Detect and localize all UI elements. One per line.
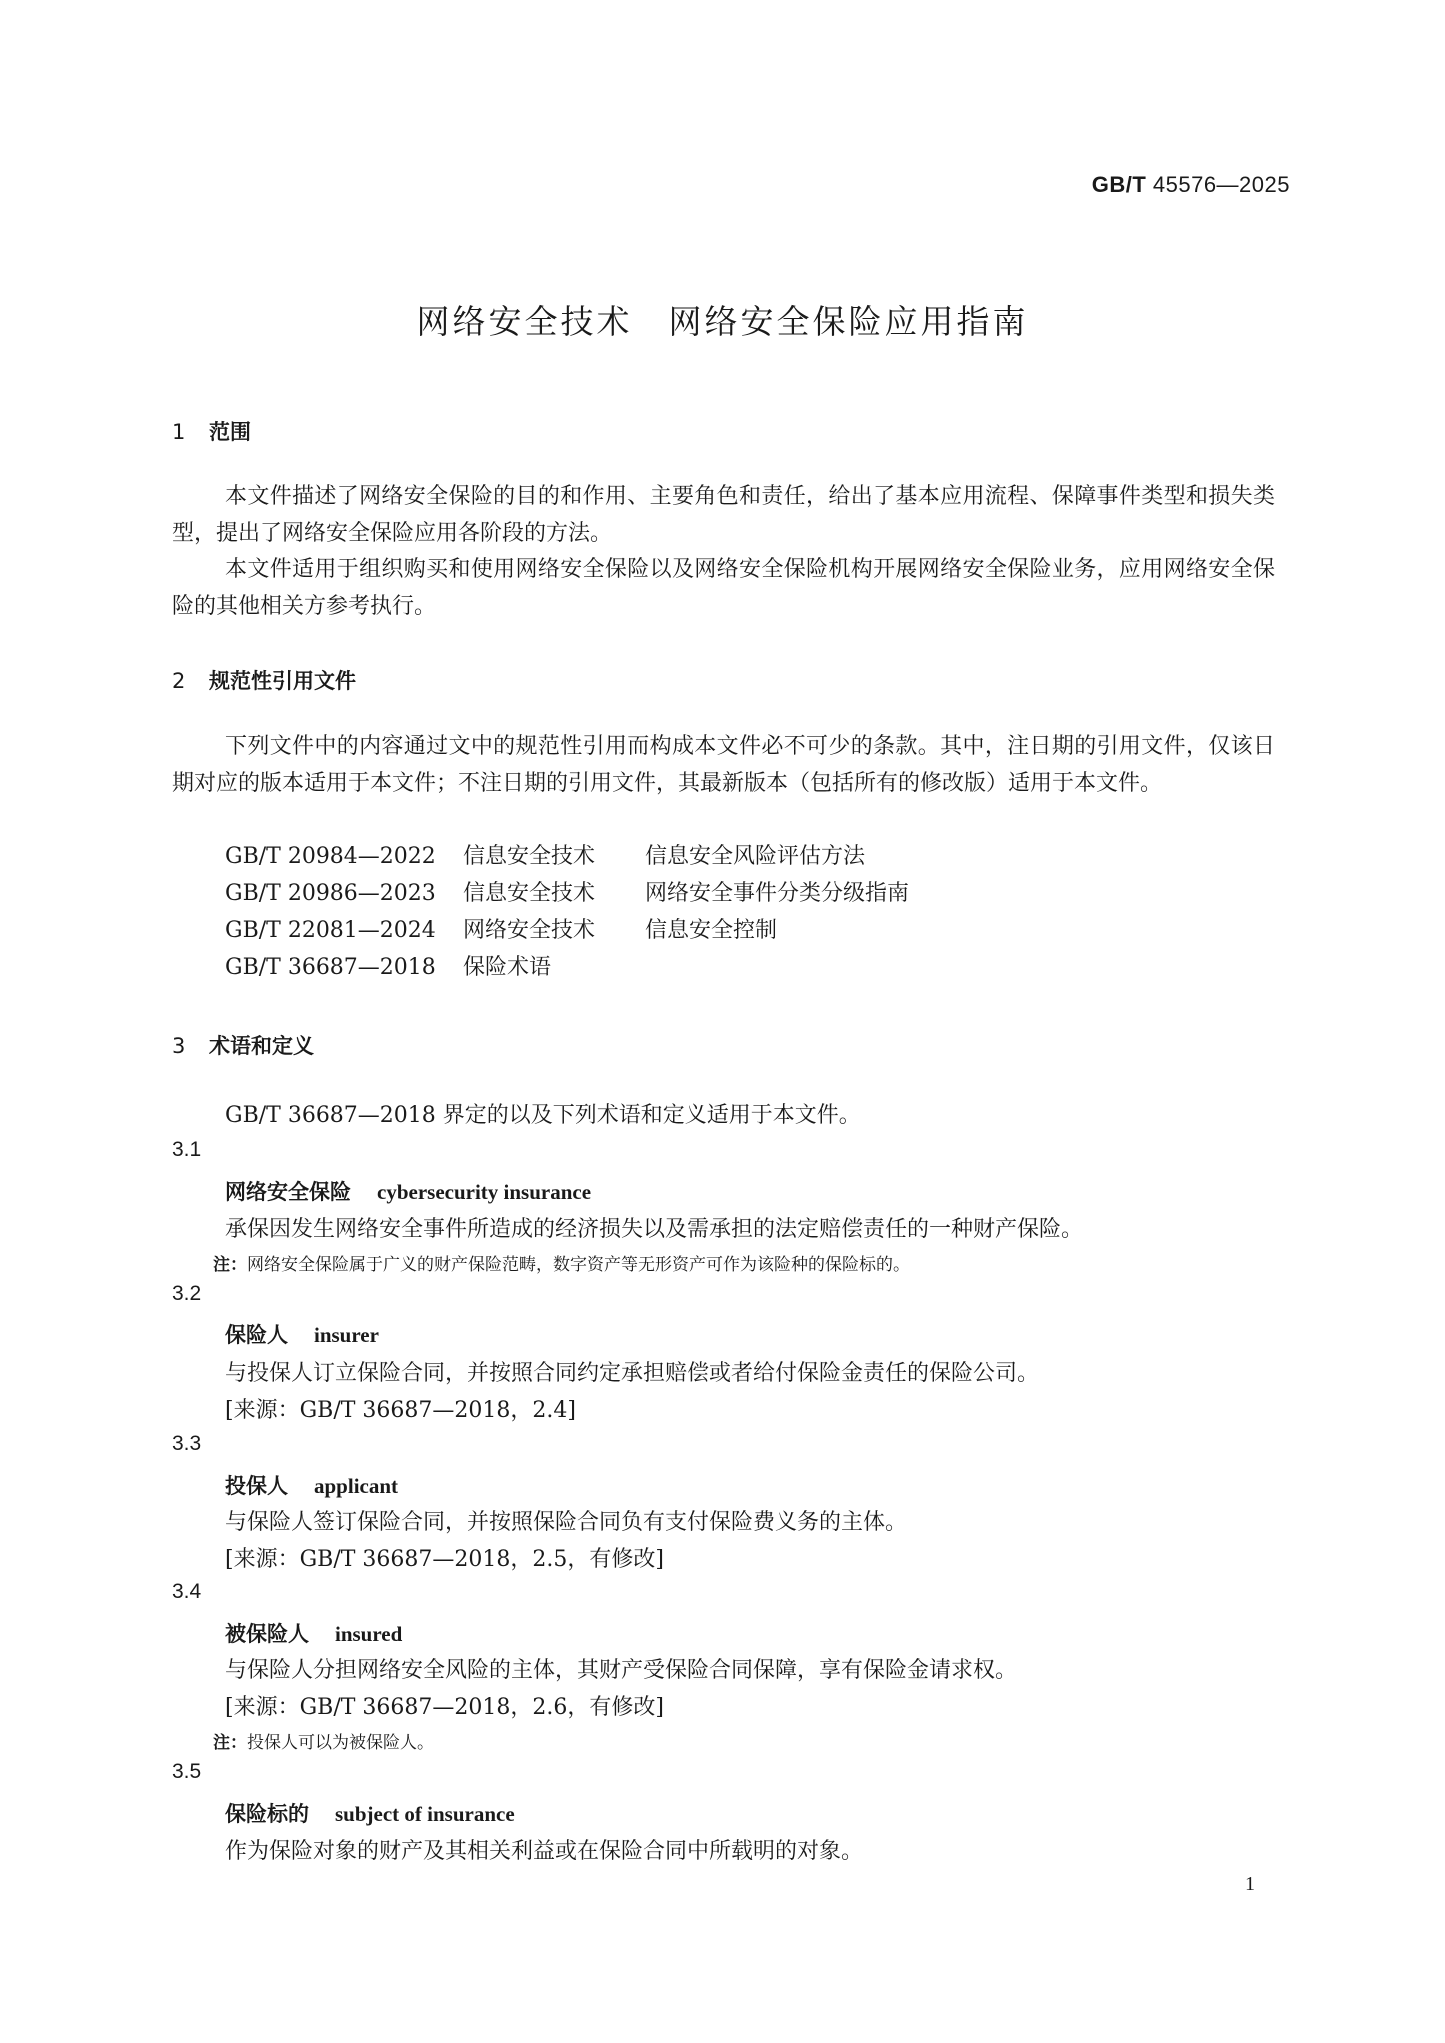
page-title: 网络安全技术 网络安全保险应用指南 <box>416 302 1029 341</box>
term-note: 注：投保人可以为被保险人。 <box>213 1733 434 1753</box>
term-definition: 与保险人签订保险合同，并按照保险合同负有支付保险费义务的主体。 <box>225 1510 908 1535</box>
term-source: [来源：GB/T 36687—2018，2.6，有修改] <box>225 1695 664 1720</box>
term-name: 保险人 insurer <box>225 1323 379 1347</box>
terms-intro: GB/T 36687—2018 界定的以及下列术语和定义适用于本文件。 <box>225 1103 861 1128</box>
term-number: 3.3 <box>172 1432 202 1455</box>
scope-paragraph-2: 本文件适用于组织购买和使用网络安全保险以及网络安全保险机构开展网络安全保险业务，应用网络安全保险的其他相关方参考执行。 <box>172 557 1275 619</box>
term-name: 网络安全保险 cybersecurity insurance <box>225 1180 592 1204</box>
term-source: [来源：GB/T 36687—2018，2.4] <box>225 1398 576 1423</box>
term-number: 3.5 <box>172 1760 202 1783</box>
section-heading-normative-references: 2 规范性引用文件 <box>172 669 356 693</box>
reference-item: GB/T 20984—2022 信息安全技术 信息安全风险评估方法 <box>225 844 866 869</box>
term-name: 投保人 applicant <box>225 1474 399 1498</box>
term-number: 3.1 <box>172 1138 202 1161</box>
reference-item: GB/T 22081—2024 网络安全技术 信息安全控制 <box>225 918 778 943</box>
references-intro: 下列文件中的内容通过文中的规范性引用而构成本文件必不可少的条款。其中，注日期的引用文件，仅该日期对应的版本适用于本文件；不注日期的引用文件，其最新版本（包括所有的修改版）适用于本文件。 <box>172 734 1275 796</box>
document-number: GB/T 45576—2025 <box>1091 172 1290 197</box>
term-name: 被保险人 insured <box>225 1622 403 1646</box>
term-note: 注：网络安全保险属于广义的财产保险范畴，数字资产等无形资产可作为该险种的保险标的。 <box>213 1255 910 1275</box>
term-number: 3.2 <box>172 1282 202 1305</box>
term-definition: 与保险人分担网络安全风险的主体，其财产受保险合同保障，享有保险金请求权。 <box>225 1658 1018 1683</box>
term-definition: 作为保险对象的财产及其相关利益或在保险合同中所载明的对象。 <box>225 1839 864 1864</box>
term-number: 3.4 <box>172 1580 202 1603</box>
reference-item: GB/T 20986—2023 信息安全技术 网络安全事件分类分级指南 <box>225 881 910 906</box>
section-heading-terms-definitions: 3 术语和定义 <box>172 1034 314 1058</box>
section-heading-scope: 1 范围 <box>172 420 251 444</box>
reference-item: GB/T 36687—2018 保险术语 <box>225 955 552 980</box>
page-number: 1 <box>1245 1873 1255 1895</box>
term-source: [来源：GB/T 36687—2018，2.5，有修改] <box>225 1547 664 1572</box>
term-definition: 与投保人订立保险合同，并按照合同约定承担赔偿或者给付保险金责任的保险公司。 <box>225 1361 1040 1386</box>
term-definition: 承保因发生网络安全事件所造成的经济损失以及需承担的法定赔偿责任的一种财产保险。 <box>225 1217 1084 1242</box>
term-name: 保险标的 subject of insurance <box>225 1802 515 1826</box>
scope-paragraph-1: 本文件描述了网络安全保险的目的和作用、主要角色和责任，给出了基本应用流程、保障事件类型和损失类型，提出了网络安全保险应用各阶段的方法。 <box>172 484 1275 546</box>
